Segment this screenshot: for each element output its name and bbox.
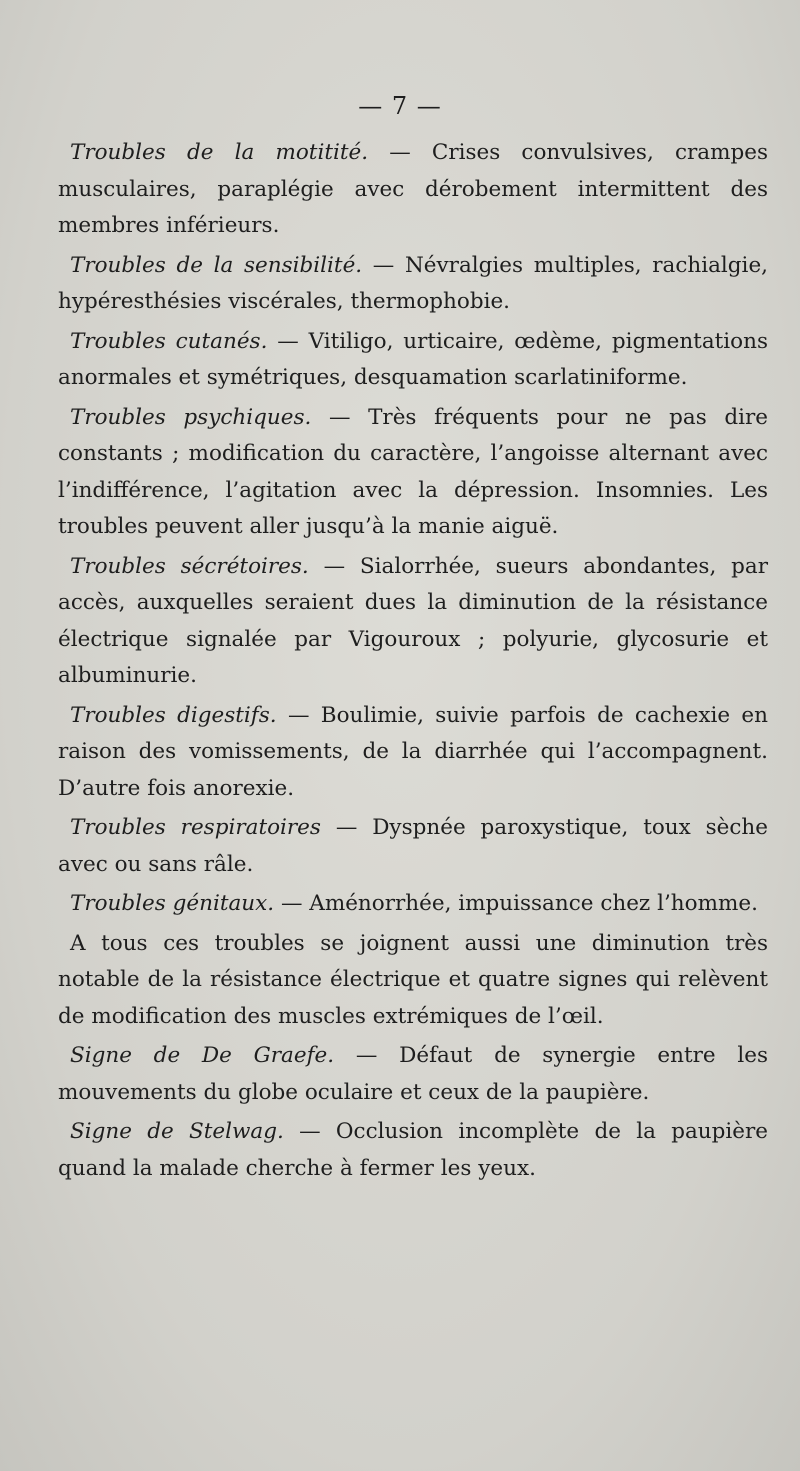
paragraph-troubles-digestifs	[58, 698, 768, 808]
paragraph-summary	[58, 926, 768, 1036]
paragraph-heading: Signe de Stelwag.	[70, 1119, 284, 1144]
paragraph-body: — Aménorrhée, impuissance chez l’homme.	[274, 891, 758, 916]
paragraph-body: — Dyspnée paroxystique, toux sèche avec ou sans râle.	[58, 815, 768, 877]
paragraph-signe-de-graefe	[58, 1038, 768, 1111]
paragraph-troubles-genitaux	[58, 886, 768, 923]
paragraph-body: — Névralgies multiples, rachialgie, hypéresthésies viscérales, thermophobie.	[58, 252, 768, 314]
paragraph-troubles-sensibilite	[58, 248, 768, 321]
paragraph-body: — Sialorrhée, sueurs abondantes, par accès, auxquelles seraient dues la diminution de la résistance électrique signalée par Vigouroux ; polyurie, glycosurie et albuminurie.	[58, 553, 768, 688]
paragraph-heading: Troubles génitaux.	[70, 891, 275, 916]
paragraph-body: A tous ces troubles se joignent aussi une diminution très notable de la résistance électrique et quatre signes qui relèvent de modification des muscles extrémiques de l’œil.	[58, 930, 768, 1029]
page-number: — 7 —	[358, 92, 442, 120]
paragraph-body: — Vitiligo, urticaire, œdème, pigmentations anormales et symétriques, desquamation scarlatiniforme.	[58, 328, 768, 390]
paragraph-heading: Troubles psychiques.	[70, 404, 312, 430]
paragraph-signe-de-stelwag	[58, 1114, 768, 1187]
paragraph-body: — Boulimie, suivie parfois de cachexie en raison des vomissements, de la diarrhée qui l’accompagnent. D’autre fois anorexie.	[58, 702, 769, 801]
paragraph-heading: Signe de De Graefe.	[70, 1043, 335, 1068]
paragraph-troubles-motilite	[58, 135, 768, 245]
paragraph-body: — Très fréquents pour ne pas dire constants ; modification du caractère, l’angoisse alternant avec l’indifférence, l’agitation avec la dépression. Insomnies. Les troubles peuvent aller jusqu’à la manie aiguë.	[58, 404, 768, 539]
paragraph-troubles-secretoires	[58, 549, 768, 695]
paragraph-heading: Troubles de la motitité.	[70, 140, 369, 165]
paragraph-troubles-cutanes	[58, 324, 768, 397]
paragraph-heading: Troubles de la sensibilité.	[70, 252, 363, 278]
paragraph-body: — Crises convulsives, crampes musculaires, paraplégie avec dérobement intermittent des membres inférieurs.	[58, 140, 768, 238]
paragraph-heading: Troubles sécrétoires.	[70, 553, 309, 579]
paragraph-heading: Troubles cutanés.	[70, 328, 268, 354]
paragraph-body: — Défaut de synergie entre les mouvements du globe oculaire et ceux de la paupière.	[58, 1043, 769, 1105]
paragraph-troubles-psychiques	[58, 400, 768, 546]
paragraph-body: — Occlusion incomplète de la paupière quand la malade cherche à fermer les yeux.	[58, 1119, 768, 1181]
paragraph-heading: Troubles respiratoires	[70, 815, 321, 840]
paragraph-troubles-respiratoires	[58, 810, 768, 883]
body-text	[58, 135, 768, 1190]
paragraph-heading: Troubles digestifs.	[70, 702, 277, 728]
